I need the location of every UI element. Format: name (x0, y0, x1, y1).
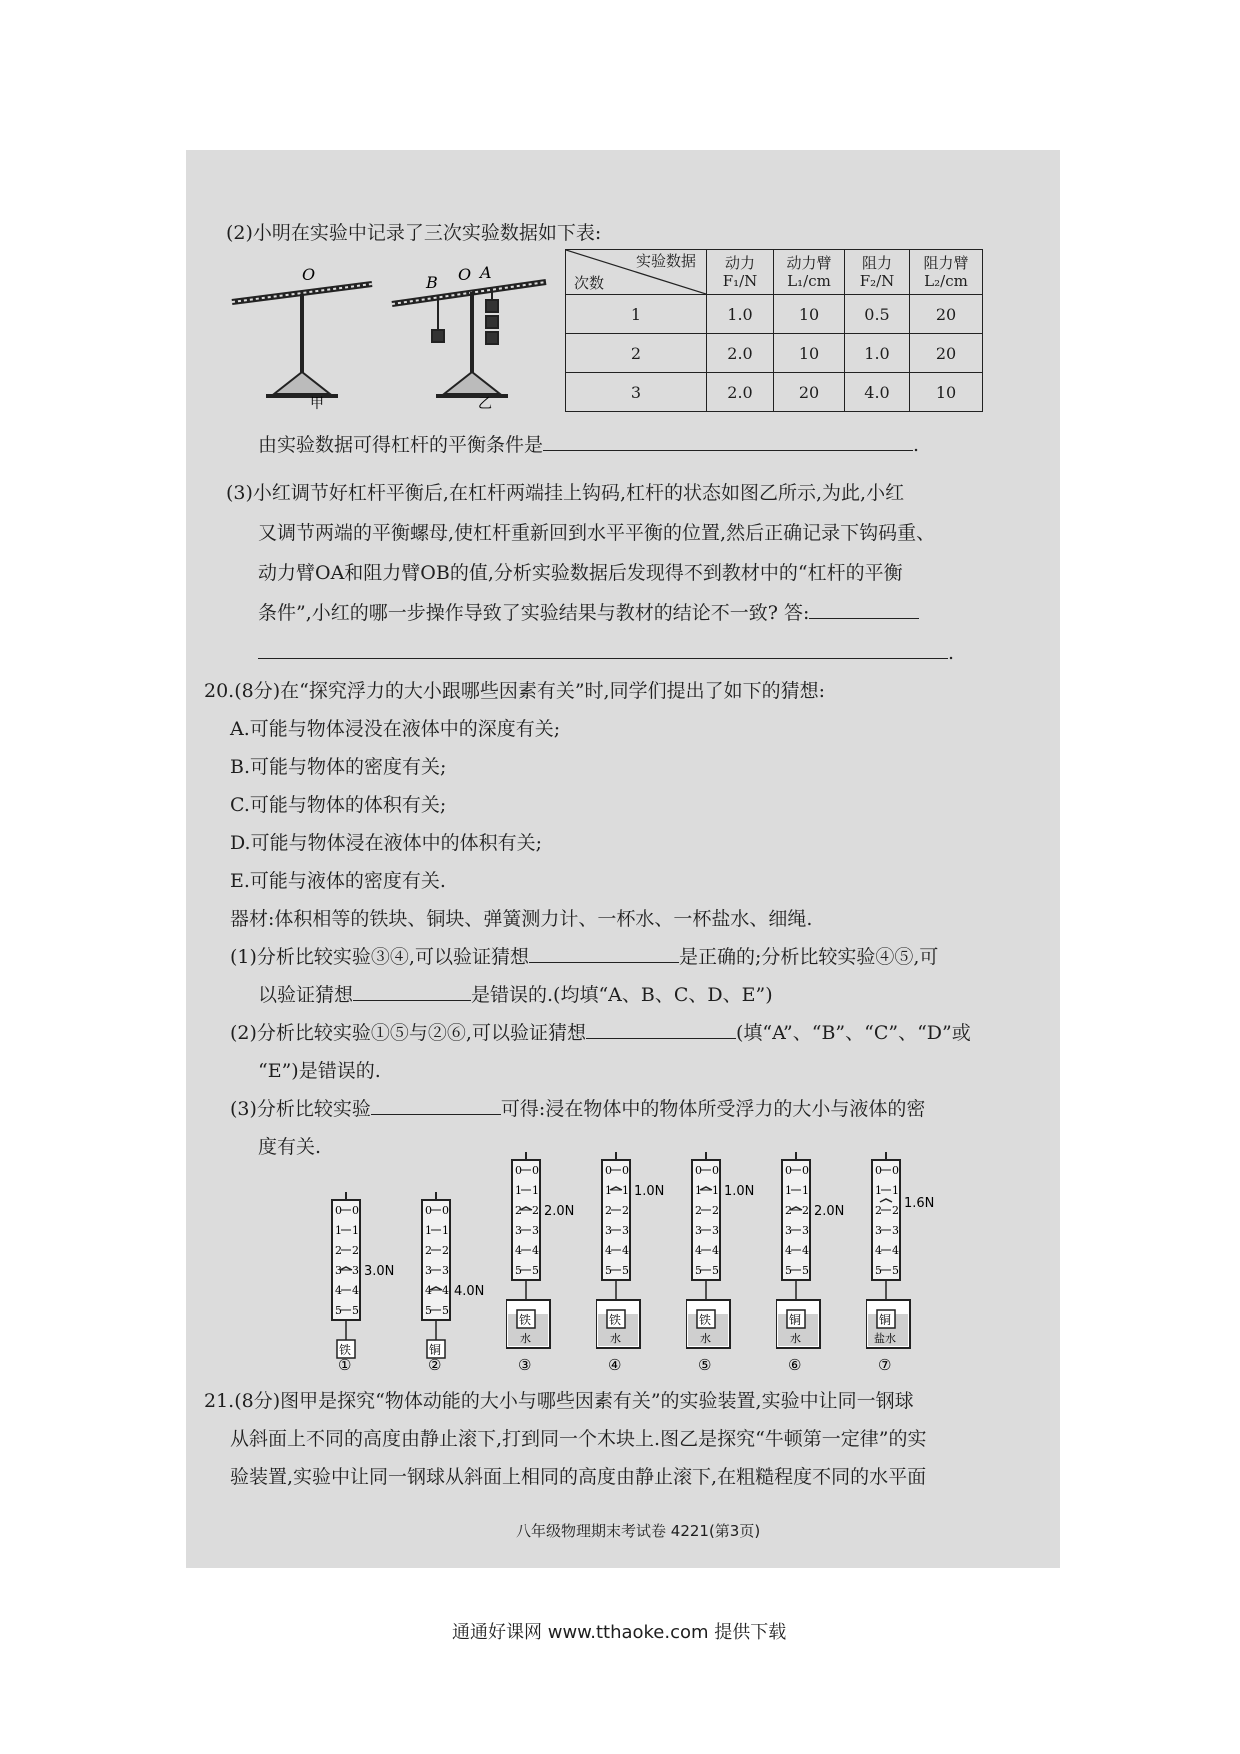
svg-text:2: 2 (335, 1244, 342, 1257)
scale-reading: 4.0N (454, 1284, 485, 1299)
block-label: 铁 (699, 1313, 712, 1327)
pivot-label-o-yi: O (458, 265, 472, 284)
table-diagonal-header (566, 250, 707, 295)
svg-text:5: 5 (532, 1264, 539, 1277)
q21-line1: 21.(8分)图甲是探究“物体动能的大小与哪些因素有关”的实验装置,实验中让同一钢球 (204, 1390, 914, 1412)
scale-number: ② (428, 1356, 442, 1374)
q20-part2-line2: “E”)是错误的. (258, 1060, 381, 1082)
svg-text:5: 5 (875, 1264, 882, 1277)
block-label: 铁 (609, 1313, 622, 1327)
svg-text:2: 2 (622, 1204, 629, 1217)
q20-guess-b: B.可能与物体的密度有关; (230, 756, 447, 778)
svg-text:4: 4 (622, 1244, 629, 1257)
svg-text:5: 5 (605, 1264, 612, 1277)
answer-blank (353, 982, 471, 1001)
table-header-l2: 阻力臂 L₂/cm (910, 250, 983, 295)
svg-text:3: 3 (515, 1224, 522, 1237)
liquid-label: 盐水 (874, 1332, 896, 1345)
svg-text:0: 0 (352, 1204, 359, 1217)
scale-number: ⑥ (788, 1356, 802, 1374)
block-label: 铜 (429, 1343, 442, 1357)
block-label: 铜 (879, 1313, 892, 1327)
svg-text:1: 1 (785, 1184, 792, 1197)
svg-text:3: 3 (875, 1224, 882, 1237)
svg-text:1: 1 (712, 1184, 719, 1197)
svg-text:2: 2 (802, 1204, 809, 1217)
svg-text:1: 1 (875, 1184, 882, 1197)
svg-text:0: 0 (335, 1204, 342, 1217)
spring-scale-7 (866, 1150, 976, 1380)
q20-part3-line1: (3)分析比较实验 可得:浸在物体中的物体所受浮力的大小与液体的密 (230, 1098, 926, 1120)
q19-part3-line1: (3)小红调节好杠杆平衡后,在杠杆两端挂上钩码,杠杆的状态如图乙所示,为此,小红 (226, 482, 905, 504)
svg-text:3: 3 (335, 1264, 342, 1277)
scale-reading: 2.0N (544, 1204, 575, 1219)
scale-reading: 2.0N (814, 1204, 845, 1219)
svg-text:5: 5 (425, 1304, 432, 1317)
svg-text:3: 3 (802, 1224, 809, 1237)
lever-figure-yi (392, 282, 546, 396)
svg-text:0: 0 (442, 1204, 449, 1217)
svg-text:4: 4 (352, 1284, 359, 1297)
answer-blank (529, 944, 679, 963)
fig-jia-label: 甲 (310, 396, 324, 410)
svg-text:0: 0 (532, 1164, 539, 1177)
svg-text:0: 0 (425, 1204, 432, 1217)
q19-part3-line2: 又调节两端的平衡螺母,使杠杆重新回到水平平衡的位置,然后正确记录下钩码重、 (258, 522, 936, 544)
svg-text:3: 3 (622, 1224, 629, 1237)
answer-blank (543, 432, 913, 451)
svg-text:0: 0 (605, 1164, 612, 1177)
q19-part3-line4: 条件”,小红的哪一步操作导致了实验结果与教材的结论不一致? 答: (258, 600, 919, 626)
scale-reading: 1.0N (634, 1184, 665, 1199)
svg-text:2: 2 (785, 1204, 792, 1217)
q20-part1-line2: 以验证猜想 是错误的.(均填“A、B、C、D、E”) (258, 984, 773, 1006)
table-header-f1: 动力 F₁/N (707, 250, 774, 295)
svg-text:1: 1 (802, 1184, 809, 1197)
q20-part2-line1: (2)分析比较实验①⑤与②⑥,可以验证猜想 (填“A”、“B”、“C”、“D”或 (230, 1022, 971, 1044)
table-header-data: 实验数据 (635, 252, 696, 270)
svg-text:2: 2 (352, 1244, 359, 1257)
point-label-b: B (426, 273, 438, 292)
svg-text:2: 2 (515, 1204, 522, 1217)
svg-text:4: 4 (712, 1244, 719, 1257)
table-row: 2 2.0 10 1.0 20 (566, 334, 983, 373)
svg-text:5: 5 (622, 1264, 629, 1277)
lever-figures (226, 252, 566, 410)
q19-conclusion: 由实验数据可得杠杆的平衡条件是 . (258, 434, 920, 456)
svg-text:0: 0 (785, 1164, 792, 1177)
svg-text:0: 0 (695, 1164, 702, 1177)
answer-blank (258, 640, 948, 659)
svg-text:3: 3 (785, 1224, 792, 1237)
svg-text:4: 4 (802, 1244, 809, 1257)
lever-data-table (565, 249, 983, 412)
svg-text:1: 1 (695, 1184, 702, 1197)
svg-text:3: 3 (352, 1264, 359, 1277)
svg-text:5: 5 (442, 1304, 449, 1317)
scale-reading: 3.0N (364, 1264, 395, 1279)
svg-text:4: 4 (875, 1244, 882, 1257)
svg-text:4: 4 (442, 1284, 449, 1297)
svg-text:4: 4 (532, 1244, 539, 1257)
svg-text:2: 2 (425, 1244, 432, 1257)
table-header-l1: 动力臂 L₁/cm (774, 250, 845, 295)
block-label: 铜 (789, 1313, 802, 1327)
svg-text:1: 1 (622, 1184, 629, 1197)
svg-text:1: 1 (892, 1184, 899, 1197)
svg-text:4: 4 (515, 1244, 522, 1257)
scale-number: ① (338, 1356, 352, 1374)
svg-text:0: 0 (712, 1164, 719, 1177)
svg-text:0: 0 (622, 1164, 629, 1177)
table-row: 3 2.0 20 4.0 10 (566, 373, 983, 412)
svg-text:3: 3 (892, 1224, 899, 1237)
liquid-label: 水 (790, 1332, 801, 1345)
svg-text:3: 3 (712, 1224, 719, 1237)
svg-text:3: 3 (425, 1264, 432, 1277)
download-footer: 通通好课网 www.tthaoke.com 提供下载 (452, 1622, 787, 1643)
svg-text:1: 1 (442, 1224, 449, 1237)
svg-text:2: 2 (695, 1204, 702, 1217)
q20-materials: 器材:体积相等的铁块、铜块、弹簧测力计、一杯水、一杯盐水、细绳. (230, 908, 813, 930)
svg-text:0: 0 (515, 1164, 522, 1177)
q20-intro: 20.(8分)在“探究浮力的大小跟哪些因素有关”时,同学们提出了如下的猜想: (204, 680, 825, 702)
fig-yi-label: 乙 (478, 396, 492, 410)
svg-text:3: 3 (695, 1224, 702, 1237)
answer-blank (809, 600, 919, 619)
svg-text:4: 4 (605, 1244, 612, 1257)
table-row: 1 1.0 10 0.5 20 (566, 295, 983, 334)
svg-text:1: 1 (515, 1184, 522, 1197)
block-label: 铁 (339, 1343, 352, 1357)
svg-text:5: 5 (515, 1264, 522, 1277)
svg-text:5: 5 (892, 1264, 899, 1277)
scale-number: ⑤ (698, 1356, 712, 1374)
svg-text:2: 2 (442, 1244, 449, 1257)
scale-reading: 1.0N (724, 1184, 755, 1199)
svg-text:3: 3 (442, 1264, 449, 1277)
q20-guess-c: C.可能与物体的体积有关; (230, 794, 447, 816)
svg-text:2: 2 (532, 1204, 539, 1217)
svg-text:1: 1 (532, 1184, 539, 1197)
svg-text:4: 4 (892, 1244, 899, 1257)
scale-number: ④ (608, 1356, 622, 1374)
point-label-a: A (480, 263, 492, 282)
liquid-label: 水 (610, 1332, 621, 1345)
svg-text:0: 0 (802, 1164, 809, 1177)
svg-text:3: 3 (605, 1224, 612, 1237)
q20-guess-d: D.可能与物体浸在液体中的体积有关; (230, 832, 542, 854)
svg-text:2: 2 (875, 1204, 882, 1217)
scale-reading: 1.6N (904, 1196, 935, 1211)
svg-text:5: 5 (695, 1264, 702, 1277)
scale-number: ⑦ (878, 1356, 892, 1374)
svg-text:2: 2 (712, 1204, 719, 1217)
q20-part1-line1: (1)分析比较实验③④,可以验证猜想 是正确的;分析比较实验④⑤,可 (230, 946, 939, 968)
svg-text:2: 2 (892, 1204, 899, 1217)
svg-text:4: 4 (695, 1244, 702, 1257)
svg-text:5: 5 (802, 1264, 809, 1277)
svg-text:5: 5 (352, 1304, 359, 1317)
q21-line2: 从斜面上不同的高度由静止滚下,打到同一个木块上.图乙是探究“牛顿第一定律”的实 (230, 1428, 927, 1450)
svg-text:1: 1 (605, 1184, 612, 1197)
lever-figure-jia (232, 284, 372, 396)
page-footer: 八年级物理期末考试卷 4221(第3页) (516, 1522, 761, 1540)
svg-text:5: 5 (712, 1264, 719, 1277)
q19-part3-line3: 动力臂OA和阻力臂OB的值,分析实验数据后发现得不到教材中的“杠杆的平衡 (258, 562, 903, 584)
q19-part2-intro: (2)小明在实验中记录了三次实验数据如下表: (226, 222, 602, 244)
svg-text:4: 4 (785, 1244, 792, 1257)
svg-text:5: 5 (785, 1264, 792, 1277)
svg-text:5: 5 (335, 1304, 342, 1317)
scale-number: ③ (518, 1356, 532, 1374)
pivot-label-o: O (302, 265, 316, 284)
q20-guess-a: A.可能与物体浸没在液体中的深度有关; (230, 718, 561, 740)
svg-text:4: 4 (425, 1284, 432, 1297)
svg-text:0: 0 (892, 1164, 899, 1177)
q21-line3: 验装置,实验中让同一钢球从斜面上相同的高度由静止滚下,在粗糙程度不同的水平面 (230, 1466, 927, 1488)
answer-blank (586, 1020, 736, 1039)
svg-text:0: 0 (875, 1164, 882, 1177)
svg-text:1: 1 (335, 1224, 342, 1237)
table-header-f2: 阻力 F₂/N (845, 250, 910, 295)
svg-text:2: 2 (605, 1204, 612, 1217)
svg-text:3: 3 (532, 1224, 539, 1237)
q20-part3-line2: 度有关. (258, 1136, 322, 1158)
q20-guess-e: E.可能与液体的密度有关. (230, 870, 446, 892)
svg-text:4: 4 (335, 1284, 342, 1297)
liquid-label: 水 (520, 1332, 531, 1345)
block-label: 铁 (519, 1313, 532, 1327)
q19-part3-line5: . (258, 640, 954, 666)
svg-text:1: 1 (352, 1224, 359, 1237)
liquid-label: 水 (700, 1332, 711, 1345)
answer-blank (371, 1096, 501, 1115)
exam-page (186, 150, 1060, 1568)
svg-text:1: 1 (425, 1224, 432, 1237)
table-header-trial: 次数 (574, 274, 605, 292)
